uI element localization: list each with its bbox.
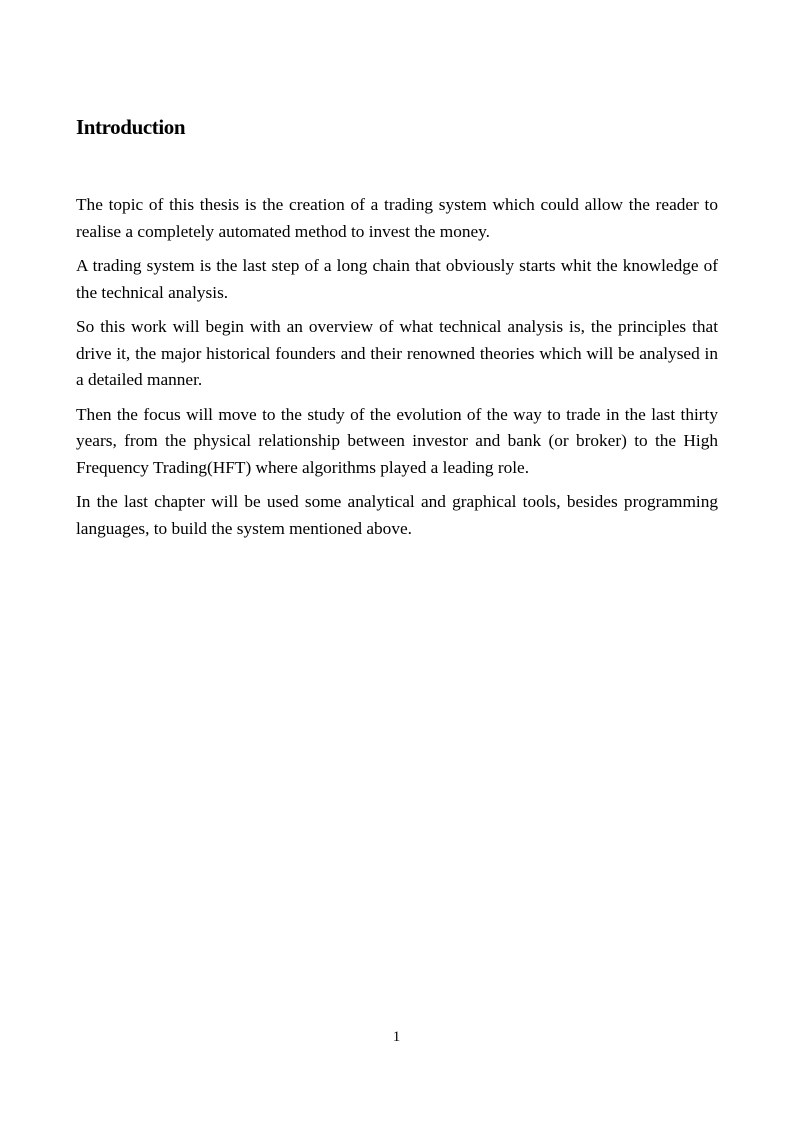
paragraph-evolution: Then the focus will move to the study of the evolution of the way to trade in the last thirty years, from the physical relationship between investor and bank (or broker) to the High Frequency Trading(HFT) where algorithms played a leading role.: [76, 404, 718, 477]
page-number: 1: [392, 1029, 401, 1045]
paragraph-overview: So this work will begin with an overview of what technical analysis is, the principles that drive it, the major historical founders and their renowned theories which will be analysed in a detailed manner.: [76, 317, 718, 389]
section-heading: Introduction: [76, 115, 186, 139]
paragraph-topic: The topic of this thesis is the creation of a trading system which could allow the reader to realise a completely automated method to invest the money.: [76, 195, 718, 241]
paragraph-last-chapter: In the last chapter will be used some analytical and graphical tools, besides programming languages, to build the system mentioned above.: [76, 492, 718, 538]
body-text: [76, 192, 718, 550]
paragraph-trading-system: A trading system is the last step of a long chain that obviously starts whit the knowledge of the technical analysis.: [76, 256, 718, 302]
